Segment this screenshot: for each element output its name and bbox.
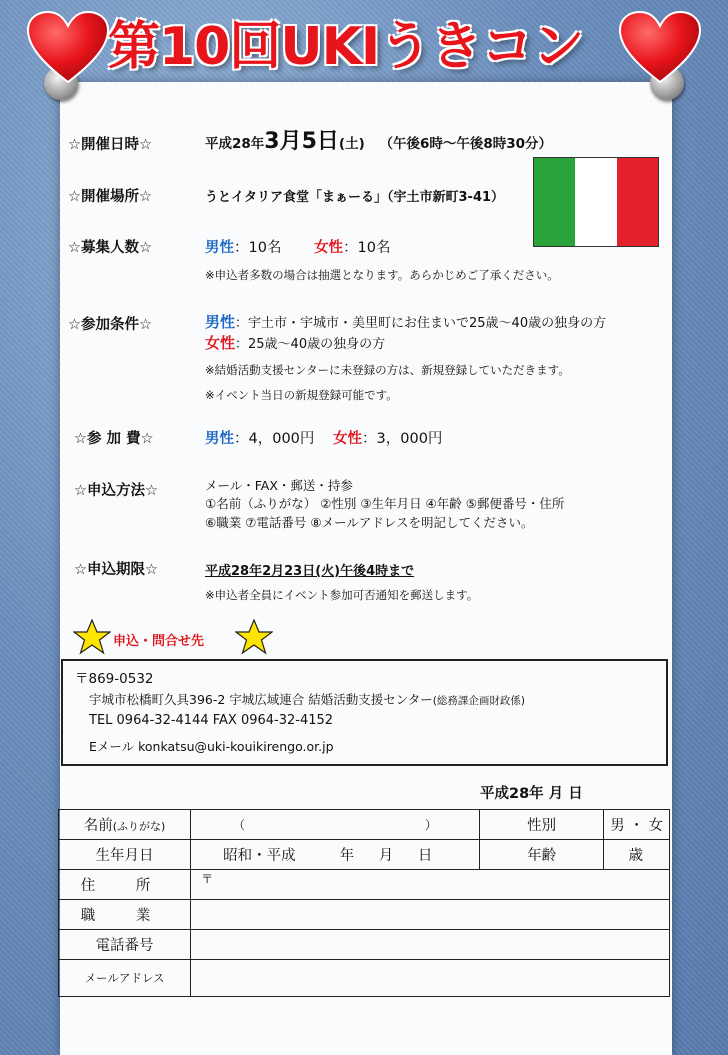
contact-address: 宇城市松橋町久具396-2 宇城広域連合 結婚活動支援センター(総務課企画財政係) (89, 692, 525, 707)
heart-icon-right (618, 10, 702, 86)
name-label: 名前(ふりがな) (59, 810, 191, 840)
birth-label: 生年月日 (59, 840, 191, 870)
phone-label: 電話番号 (59, 930, 191, 960)
event-date: 平成28年3月5日(土) （午後6時～午後8時30分） (205, 129, 553, 154)
gender-field[interactable]: 男 ・ 女 (604, 810, 670, 840)
deadline-note: ※申込者全員にイベント参加可否通知を郵送します。 (205, 588, 479, 602)
application-form (58, 809, 670, 997)
phone-field[interactable] (191, 930, 670, 960)
address-label: 住 所 (59, 870, 191, 900)
condition-label: ☆参加条件☆ (68, 317, 152, 333)
apply-line-3: ⑥職業 ⑦電話番号 ⑧メールアドレスを明記してください。 (205, 515, 534, 530)
contact-email[interactable]: Eメール konkatsu@uki-kouikirengo.or.jp (89, 739, 334, 754)
job-label: 職 業 (59, 900, 191, 930)
page-title: 第10回UKIうきコン (108, 17, 584, 77)
email-field[interactable] (191, 960, 670, 997)
contact-box (61, 659, 668, 766)
condition-note-2: ※イベント当日の新規登録可能です。 (205, 388, 398, 402)
contact-heading: 申込・問合せ先 (113, 634, 205, 649)
form-date-line: 平成28年 月 日 (480, 786, 583, 802)
capacity-note: ※申込者多数の場合は抽選となります。あらかじめご了承ください。 (205, 268, 559, 282)
capacity-label: ☆募集人数☆ (68, 240, 152, 256)
star-icon-left (73, 619, 111, 655)
job-field[interactable] (191, 900, 670, 930)
capacity-text: 男性：10名 女性：10名 (205, 240, 391, 256)
condition-note-1: ※結婚活動支援センターに未登録の方は、新規登録していただきます。 (205, 363, 570, 377)
age-field[interactable]: 歳 (604, 840, 670, 870)
deadline-label: ☆申込期限☆ (74, 562, 158, 578)
age-label: 年齢 (479, 840, 603, 870)
birth-field[interactable]: 昭和・平成 年 月 日 (191, 840, 480, 870)
venue-label: ☆開催場所☆ (68, 189, 152, 205)
condition-male: 男性：宇土市・宇城市・美里町にお住まいで25歳～40歳の独身の方 (205, 313, 607, 331)
apply-line-2: ①名前（ふりがな） ②性別 ③生年月日 ④年齢 ⑤郵便番号・住所 (205, 496, 565, 511)
italian-flag (533, 157, 659, 247)
deadline-text: 平成28年2月23日(火)午後4時まで (205, 564, 415, 579)
apply-label: ☆申込方法☆ (74, 483, 158, 499)
contact-tel-fax: TEL 0964-32-4144 FAX 0964-32-4152 (89, 713, 334, 728)
fee-label: ☆参 加 費☆ (74, 431, 154, 447)
condition-female: 女性：25歳～40歳の独身の方 (205, 334, 386, 352)
apply-line-1: メール・FAX・郵送・持参 (205, 478, 353, 493)
heart-icon-left (26, 10, 110, 86)
fee-text: 男性：4，000円 女性：3，000円 (205, 431, 443, 447)
contact-postal: 〒869-0532 (75, 671, 154, 687)
star-icon-right (235, 619, 273, 655)
venue-text: うとイタリア食堂「まぁーる」（宇土市新町3-41） (205, 190, 505, 205)
address-field[interactable]: 〒 (191, 870, 670, 900)
gender-label: 性別 (479, 810, 603, 840)
date-label: ☆開催日時☆ (68, 137, 152, 153)
email-label: メールアドレス (59, 960, 191, 997)
name-field[interactable]: （ ） (191, 810, 480, 840)
